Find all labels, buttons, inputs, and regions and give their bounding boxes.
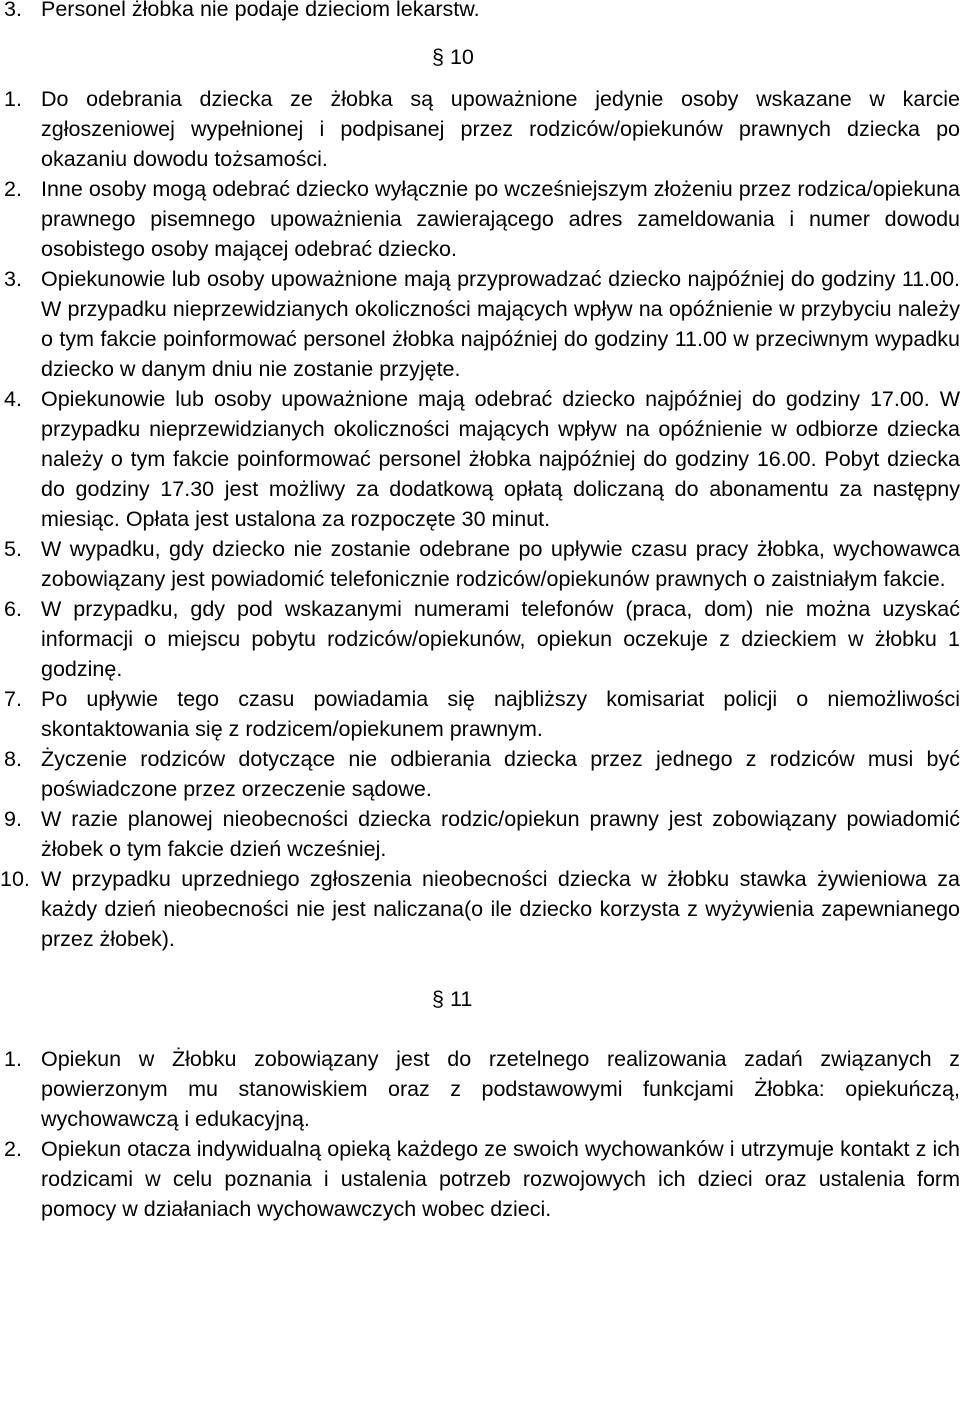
item-number: 9. (4, 807, 22, 831)
list-item (0, 594, 960, 684)
item-number: 10. (0, 867, 30, 891)
item-number: 3. (4, 0, 22, 21)
section-number: 10 (449, 45, 474, 69)
item-text: W przypadku, gdy pod wskazanymi numerami telefonów (praca, dom) nie można uzyskać informacji o miejscu pobytu rodziców/opiekunów, opiekun oczekuje z dzieckiem w żłobku 1 godzinę. (41, 597, 960, 681)
section-number: 11 (449, 987, 473, 1011)
list-item (0, 0, 960, 24)
section-heading-11 (0, 984, 960, 1044)
section-sign: § (432, 987, 444, 1011)
item-text: Po upływie tego czasu powiadamia się najbliższy komisariat policji o niemożliwości skontaktowania się z rodzicem/opiekunem prawnym. (41, 687, 960, 741)
item-number: 1. (4, 87, 22, 111)
item-number: 1. (4, 1047, 22, 1071)
spacer (0, 954, 960, 984)
list-item (0, 534, 960, 594)
item-text: Inne osoby mogą odebrać dziecko wyłącznie po wcześniejszym złożeniu przez rodzica/opiekuna prawnego pisemnego upoważnienia zawierającego adres zameldowania i numer dowodu osobistego osoby mającej odebrać dziecko. (41, 177, 960, 261)
item-text: Życzenie rodziców dotyczące nie odbierania dziecka przez jednego z rodziców musi być poświadczone przez orzeczenie sądowe. (41, 747, 960, 801)
item-text: Opiekun w Żłobku zobowiązany jest do rzetelnego realizowania zadań związanych z powierzonym mu stanowiskiem oraz z podstawowymi funkcjami Żłobka: opiekuńczą, wychowawczą i edukacyjną. (41, 1047, 960, 1131)
item-text: Personel żłobka nie podaje dzieciom lekarstw. (41, 0, 480, 21)
list-item (0, 1134, 960, 1224)
section-heading-10 (0, 24, 960, 84)
item-number: 2. (4, 1137, 22, 1161)
item-number: 3. (4, 267, 22, 291)
item-text: W wypadku, gdy dziecko nie zostanie odebrane po upływie czasu pracy żłobka, wychowawca zobowiązany jest powiadomić telefonicznie rodziców/opiekunów prawnych o zaistniałym fakcie. (41, 537, 960, 591)
item-text: Opiekun otacza indywidualną opieką każdego ze swoich wychowanków i utrzymuje kontakt z ich rodzicami w celu poznania i ustalenia potrzeb rozwojowych ich dzieci oraz ustalenia form pomocy w działaniach wychowawczych wobec dzieci. (41, 1137, 960, 1221)
item-text: W razie planowej nieobecności dziecka rodzic/opiekun prawny jest zobowiązany powiadomić żłobek o tym fakcie dzień wcześniej. (41, 807, 960, 861)
list-item (0, 264, 960, 384)
item-number: 6. (4, 597, 22, 621)
item-number: 5. (4, 537, 22, 561)
list-item (0, 744, 960, 804)
item-number: 4. (4, 387, 22, 411)
item-number: 8. (4, 747, 22, 771)
item-text: Opiekunowie lub osoby upoważnione mają przyprowadzać dziecko najpóźniej do godziny 11.00. W przypadku nieprzewidzianych okoliczności mających wpływ na opóźnienie w przybyciu należy o tym fakcie poinformować personel żłobka najpóźniej do godziny 11.00 w przeciwnym wypadku dziecko w danym dniu nie zostanie przyjęte. (41, 267, 960, 381)
list-item (0, 384, 960, 534)
list-item (0, 1044, 960, 1134)
list-item (0, 684, 960, 744)
item-text: Do odebrania dziecka ze żłobka są upoważnione jedynie osoby wskazane w karcie zgłoszeniowej wypełnionej i podpisanej przez rodziców/opiekunów prawnych dziecka po okazaniu dowodu tożsamości. (41, 87, 960, 171)
item-number: 2. (4, 177, 22, 201)
list-item (0, 864, 960, 954)
section-sign: § (432, 45, 444, 69)
list-item (0, 804, 960, 864)
list-item (0, 174, 960, 264)
item-text: Opiekunowie lub osoby upoważnione mają odebrać dziecko najpóźniej do godziny 17.00. W przypadku nieprzewidzianych okoliczności mających wpływ na opóźnienie w odbiorze dziecka należy o tym fakcie poinformować personel żłobka najpóźniej do godziny 16.00. Pobyt dziecka do godziny 17.30 jest możliwy za dodatkową opłatą doliczaną do abonamentu za następny miesiąc. Opłata jest ustalona za rozpoczęte 30 minut. (41, 387, 960, 531)
item-number: 7. (4, 687, 22, 711)
list-item (0, 84, 960, 174)
item-text: W przypadku uprzedniego zgłoszenia nieobecności dziecka w żłobku stawka żywieniowa za każdy dzień nieobecności nie jest naliczana(o ile dziecko korzysta z wyżywienia zapewnianego przez żłobek). (41, 867, 960, 951)
